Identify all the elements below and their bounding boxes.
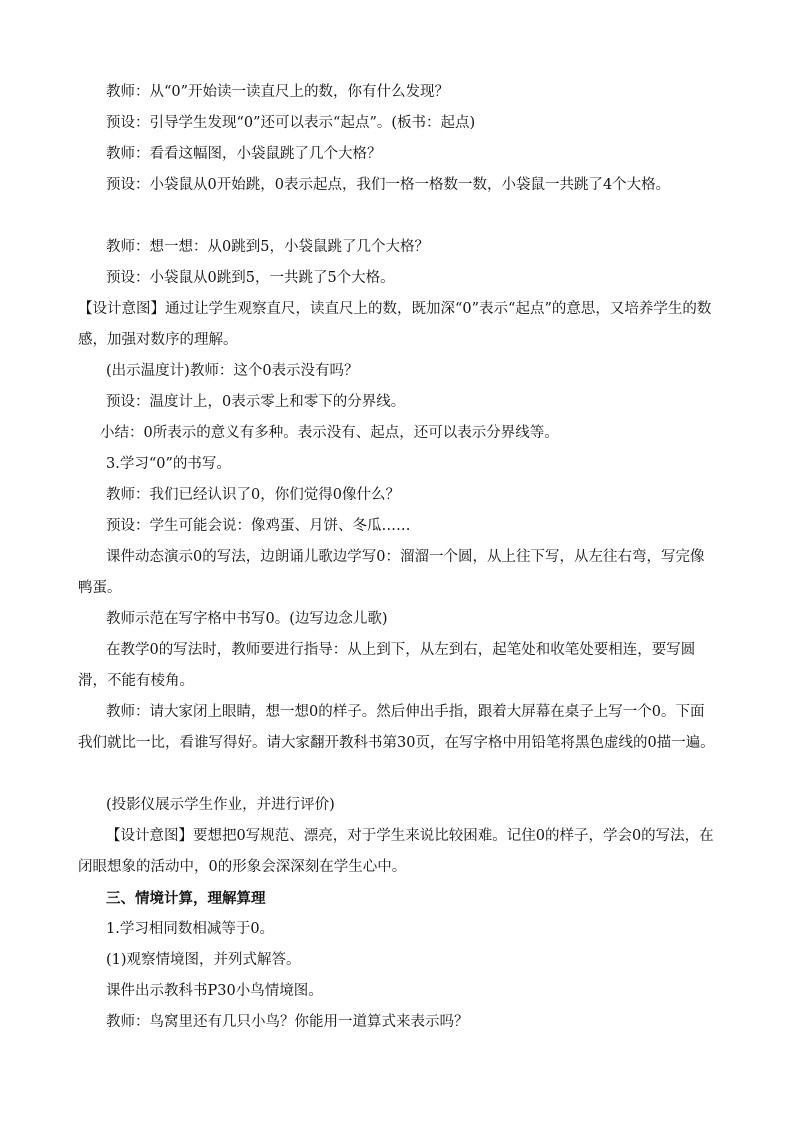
paragraph-courseware-bird-image: 课件出示教科书P30小鸟情境图。 bbox=[106, 983, 323, 999]
paragraph-teacher-close-eyes: 教师：请大家闭上眼睛，想一想0的样子。然后伸出手指，跟着大屏幕在桌子上写一个0。下面我们就比一比，看谁写得好。请大家翻开教科书第30页，在写字格中用铅笔将黑色虚线的0描一遍。 bbox=[78, 704, 715, 751]
paragraph-preset-kangaroo-four: 预设：小袋鼠从0开始跳，0表示起点，我们一格一格数一数，小袋鼠一共跳了4个大格。 bbox=[106, 177, 671, 193]
paragraph-preset-thermometer: 预设：温度计上，0表示零上和零下的分界线。 bbox=[106, 394, 406, 410]
paragraph-courseware-demo: 课件动态演示0的写法，边朗诵儿歌边学写0：溜溜一个圆，从上往下写，从左往右弯，写完像鸭蛋。 bbox=[78, 549, 705, 596]
paragraph-teacher-birds-question: 教师：鸟窝里还有几只小鸟？你能用一道算式来表示吗？ bbox=[106, 1014, 469, 1030]
paragraph-design-intent-ruler: 【设计意图】通过让学生观察直尺，读直尺上的数，既加深“0”表示“起点”的意思，又培养学生的数感，加强对数序的理解。 bbox=[78, 301, 712, 348]
paragraph-projector-evaluation: (投影仪展示学生作业，并进行评价) bbox=[106, 797, 335, 813]
paragraph-same-minus-same: 1.学习相同数相减等于0。 bbox=[106, 921, 275, 937]
paragraph-teacher-ruler-question: 教师：从“0”开始读一读直尺上的数，你有什么发现？ bbox=[106, 84, 450, 100]
paragraph-design-intent-writing: 【设计意图】要想把0写规范、漂亮，对于学生来说比较困难。记住0的样子，学会0的写法，在闭眼想象的活动中，0的形象会深深刻在学生心中。 bbox=[78, 828, 714, 875]
paragraph-section-writing-zero: 3.学习“0”的书写。 bbox=[106, 456, 231, 472]
paragraph-summary-meanings: 小结：0所表示的意义有多种。表示没有、起点，还可以表示分界线等。 bbox=[100, 425, 559, 441]
paragraph-observe-situation: (1)观察情境图，并列式解答。 bbox=[106, 952, 301, 968]
paragraph-preset-egg-mooncake: 预设：学生可能会说：像鸡蛋、月饼、冬瓜…… bbox=[106, 518, 411, 534]
paragraph-teacher-demonstration: 教师示范在写字格中书写0。(边写边念儿歌) bbox=[106, 611, 388, 627]
paragraph-teacher-zero-to-five: 教师：想一想：从0跳到5，小袋鼠跳了几个大格？ bbox=[106, 239, 429, 255]
section-heading-situational-calculation: 三、情境计算，理解算理 bbox=[106, 890, 266, 907]
paragraph-preset-five-jumps: 预设：小袋鼠从0跳到5，一共跳了5个大格。 bbox=[106, 270, 395, 286]
paragraph-preset-starting-point: 预设：引导学生发现“0”还可以表示“起点”。(板书：起点) bbox=[106, 115, 476, 131]
paragraph-teacher-zero-like: 教师：我们已经认识了0，你们觉得0像什么？ bbox=[106, 487, 400, 503]
paragraph-thermometer-question: (出示温度计)教师：这个0表示没有吗？ bbox=[106, 363, 359, 379]
paragraph-teacher-kangaroo-question: 教师：看看这幅图，小袋鼠跳了几个大格？ bbox=[106, 146, 382, 162]
paragraph-writing-guidance: 在教学0的写法时，教师要进行指导：从上到下，从左到右，起笔处和收笔处要相连，要写圆滑，不能有棱角。 bbox=[78, 642, 696, 689]
